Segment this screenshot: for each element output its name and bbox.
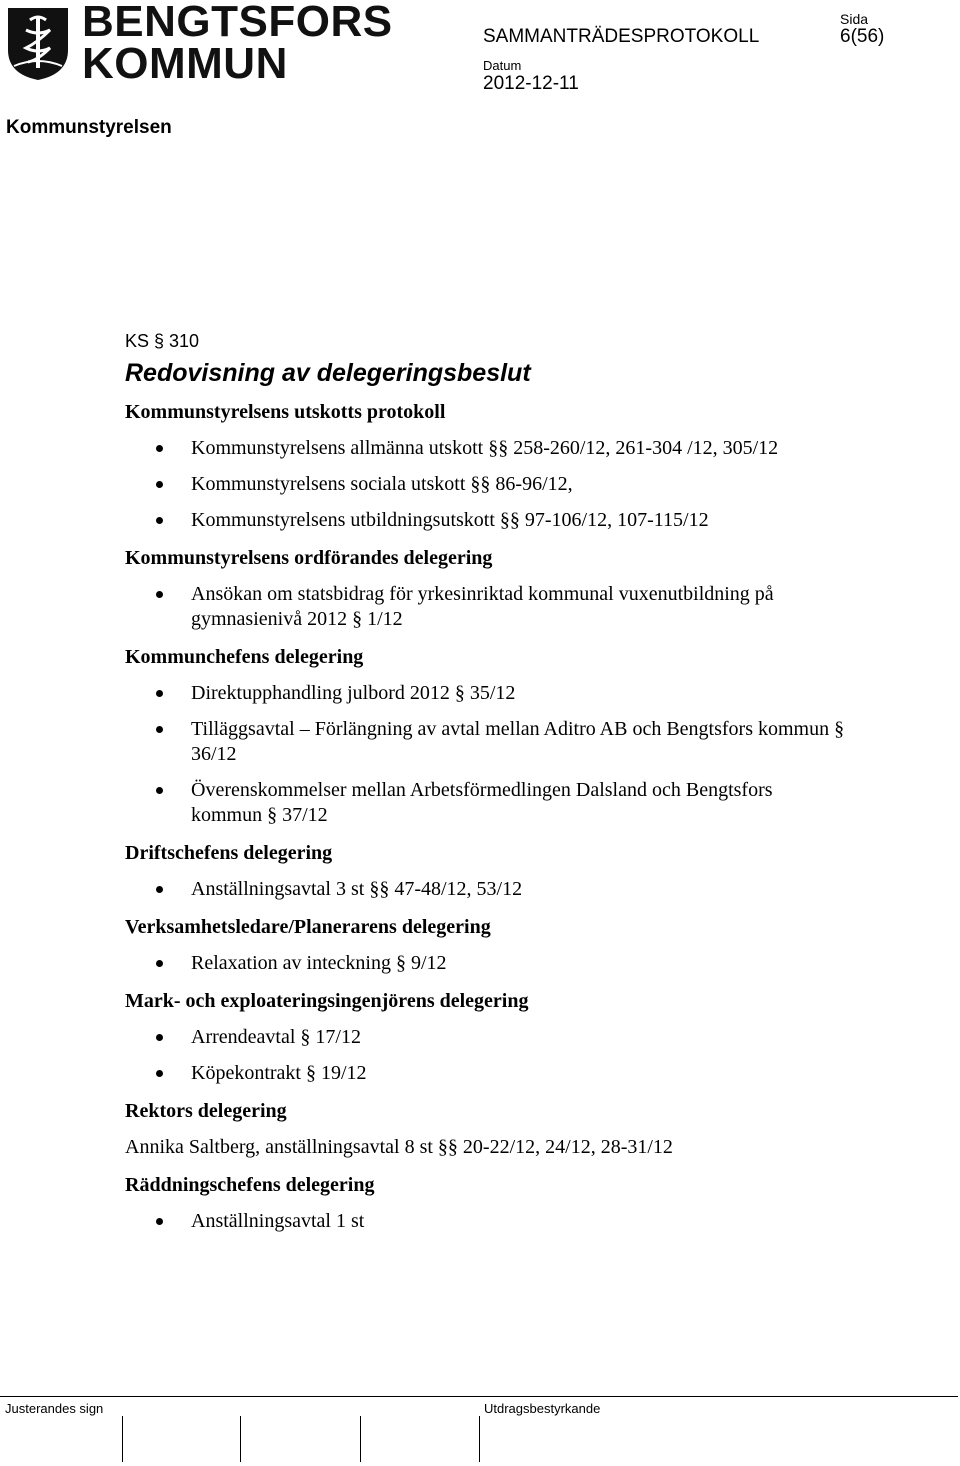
list-item [125,951,845,976]
signature-box-divider [360,1416,361,1462]
organ-name: Kommunstyrelsen [6,117,172,138]
municipality-crest-logo [6,6,70,82]
list-item [125,1209,845,1234]
signature-footer [0,1396,960,1466]
item-list [125,877,845,902]
list-item-text: Överenskommelser mellan Arbetsförmedlingen Dalsland och Bengtsfors kommun § 37/12 [191,779,773,826]
bullet-icon [156,1218,163,1225]
bullet-icon [156,445,163,452]
list-item [125,681,845,706]
date-value: 2012-12-11 [483,73,579,94]
page-label: Sida [840,11,869,27]
bullet-icon [156,1070,163,1077]
list-item [125,472,845,497]
section-heading: Driftschefens delegering [125,842,333,864]
signature-box-divider [122,1416,123,1462]
list-item-text: Köpekontrakt § 19/12 [191,1062,367,1084]
paragraph-text: Annika Saltberg, anställningsavtal 8 st §§ 20-22/12, 24/12, 28-31/12 [125,1136,673,1158]
date-label: Datum [483,58,522,73]
section-heading: Kommunchefens delegering [125,646,364,668]
sign-label: Justerandes sign [5,1401,104,1416]
bullet-icon [156,787,163,794]
item-list [125,681,845,828]
list-item-text: Direktupphandling julbord 2012 § 35/12 [191,682,516,704]
list-item [125,1025,845,1050]
footer-divider [0,1396,958,1397]
item-list [125,582,845,632]
bullet-icon [156,517,163,524]
bullet-icon [156,690,163,697]
list-item-text: Kommunstyrelsens allmänna utskott §§ 258-260/12, 261-304 /12, 305/12 [191,437,779,459]
paragraph-reference: KS § 310 [125,331,200,351]
bullet-icon [156,481,163,488]
list-item-text: Tilläggsavtal – Förlängning av avtal mellan Aditro AB och Bengtsfors kommun § 36/12 [191,718,845,765]
section-heading: Mark- och exploateringsingenjörens delegering [125,990,529,1012]
bullet-icon [156,1034,163,1041]
list-item [125,778,845,828]
list-item-text: Kommunstyrelsens sociala utskott §§ 86-96/12, [191,473,573,495]
item-list [125,1025,845,1086]
page-number: 6(56) [840,26,885,47]
signature-box-divider [240,1416,241,1462]
signature-box-divider [479,1416,480,1462]
document-type: SAMMANTRÄDESPROTOKOLL [483,26,760,47]
list-item-text: Ansökan om statsbidrag för yrkesinriktad kommunal vuxenutbildning på gymnasienivå 2012 § 1/12 [191,583,774,630]
brand-name-line1: BENGTSFORS [82,0,393,46]
list-item [125,436,845,461]
bullet-icon [156,726,163,733]
list-item [125,508,845,533]
list-item [125,717,845,767]
bullet-icon [156,886,163,893]
bullet-icon [156,960,163,967]
list-item-text: Relaxation av inteckning § 9/12 [191,952,447,974]
list-item [125,1061,845,1086]
protocol-content [125,329,845,1234]
list-item-text: Anställningsavtal 3 st §§ 47-48/12, 53/12 [191,878,523,900]
item-list [125,951,845,976]
list-item-text: Arrendeavtal § 17/12 [191,1026,361,1048]
bullet-icon [156,591,163,598]
page-title: Redovisning av delegeringsbeslut [125,359,531,387]
item-list [125,1209,845,1234]
item-list [125,436,845,533]
section-heading: Kommunstyrelsens utskotts protokoll [125,401,446,423]
section-heading: Verksamhetsledare/Planerarens delegering [125,916,491,938]
list-item [125,582,845,632]
list-item-text: Anställningsavtal 1 st [191,1210,365,1232]
list-item-text: Kommunstyrelsens utbildningsutskott §§ 97-106/12, 107-115/12 [191,509,709,531]
extract-label: Utdragsbestyrkande [484,1401,601,1416]
section-heading: Räddningschefens delegering [125,1174,375,1196]
section-heading: Kommunstyrelsens ordförandes delegering [125,547,493,569]
brand-name-line2: KOMMUN [82,39,288,88]
list-item [125,877,845,902]
section-heading: Rektors delegering [125,1100,287,1122]
